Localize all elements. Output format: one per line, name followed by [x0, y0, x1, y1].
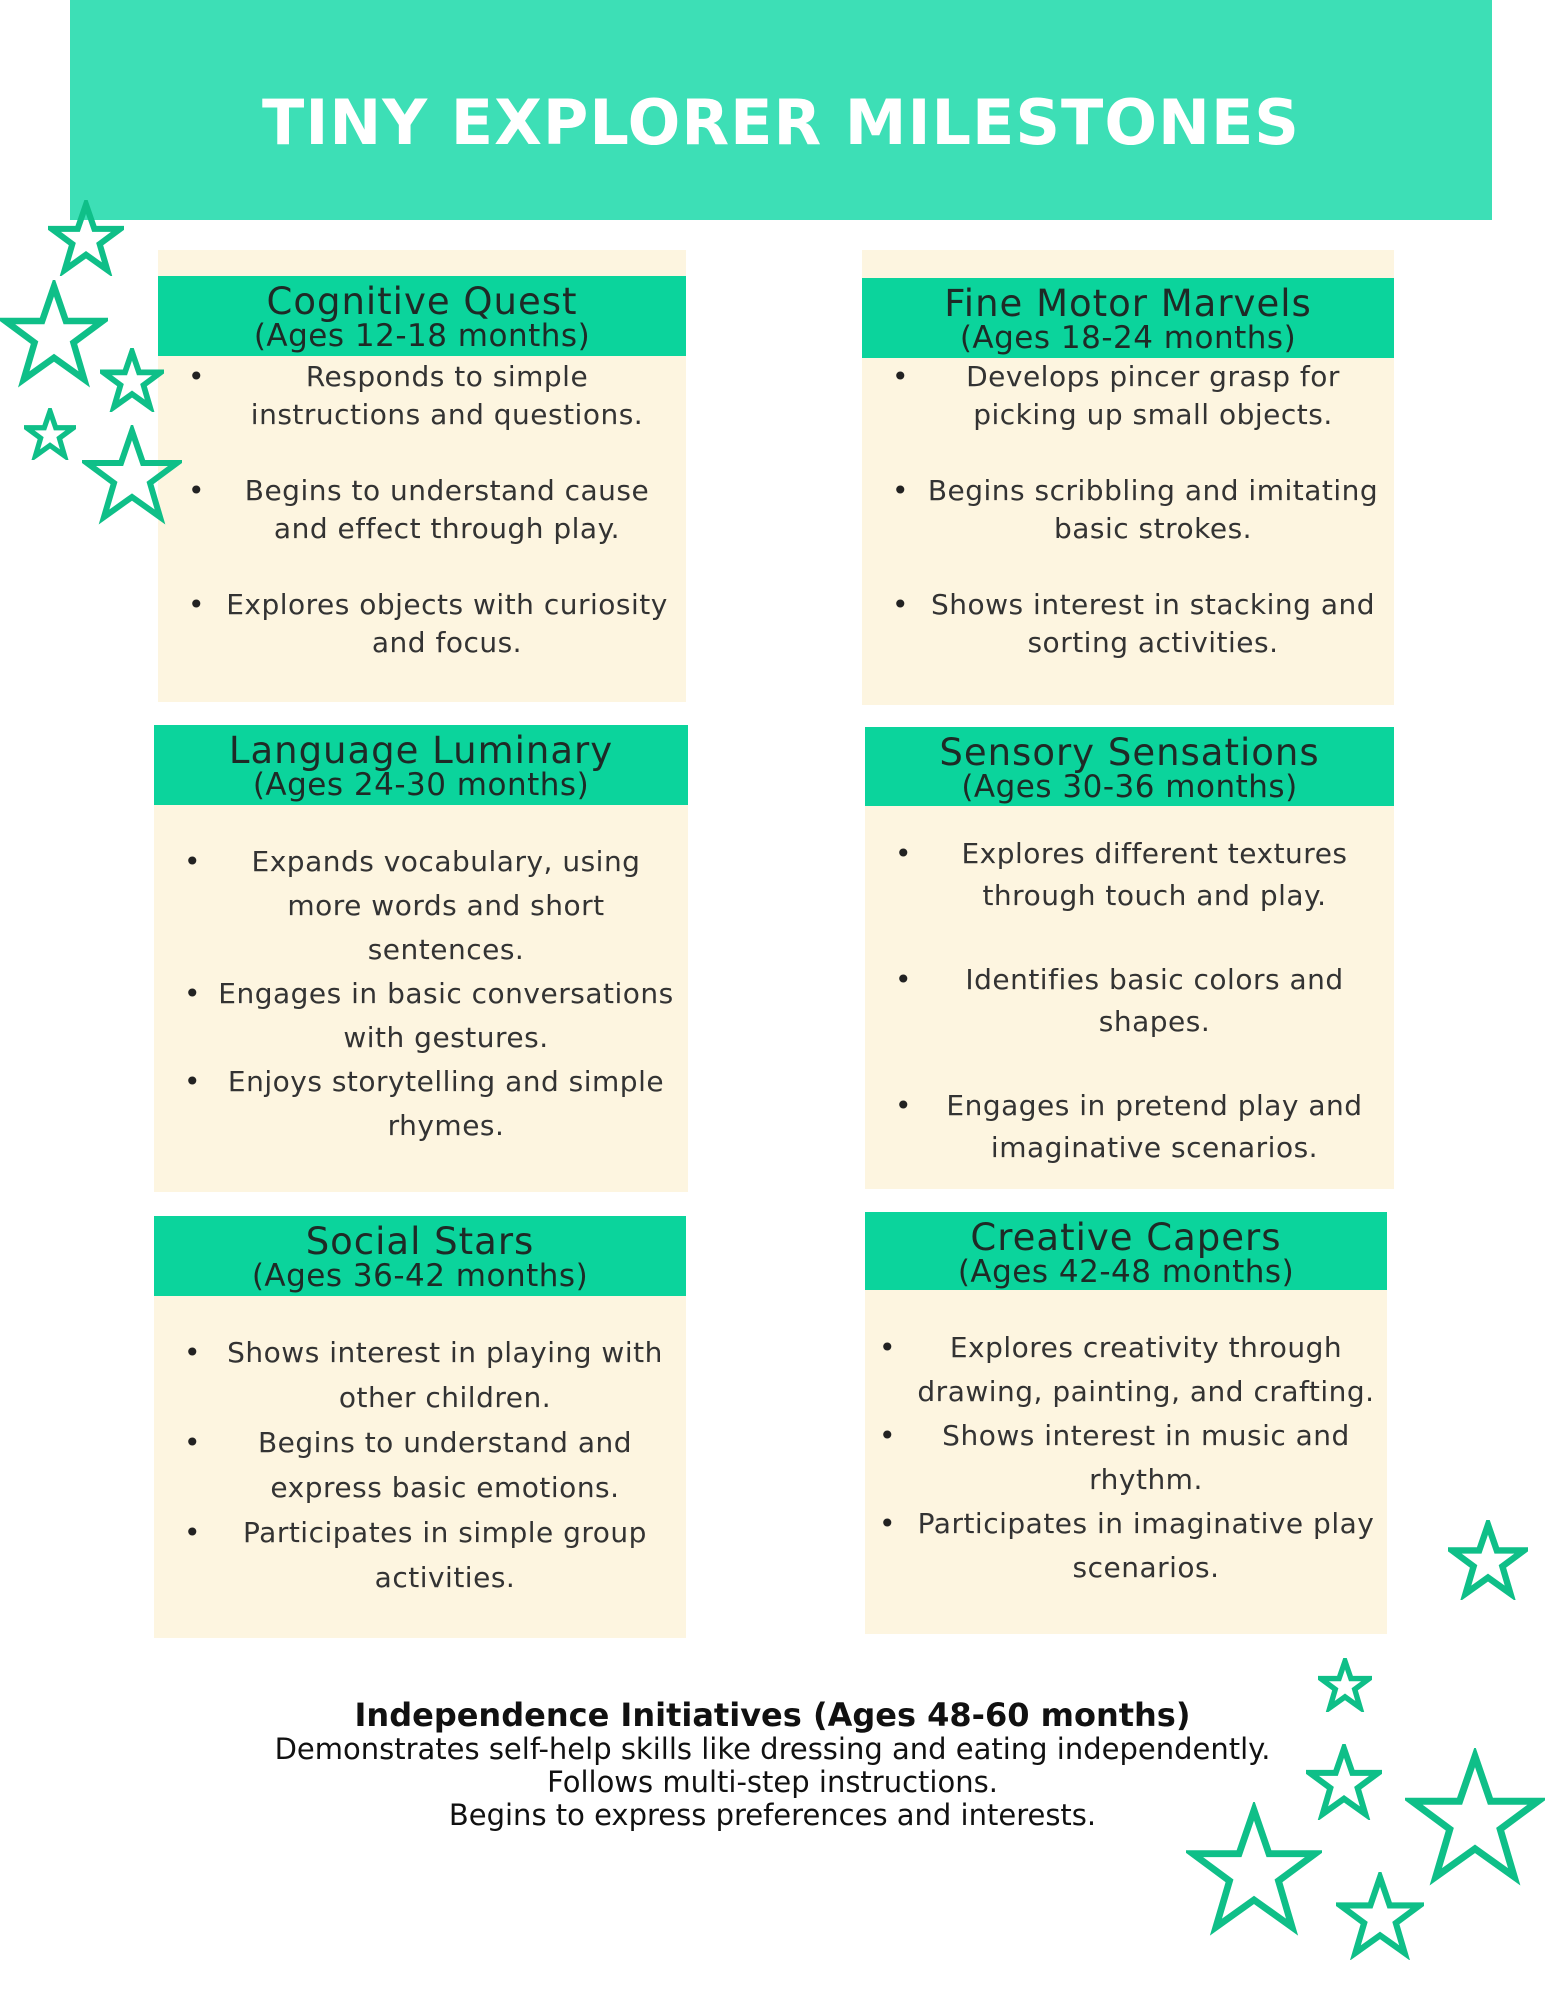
card-header: [154, 1216, 686, 1296]
card-title: Creative Capers: [970, 1216, 1282, 1259]
card-age-range: (Ages 36-42 months): [251, 1258, 589, 1294]
star-outline-icon: [48, 200, 124, 276]
list-item: • Begins scribbling and imitating basic strokes.: [892, 472, 1384, 548]
list-item: • Responds to simple instructions and questions.: [188, 358, 676, 434]
list-item: • Shows interest in music and rhythm.: [879, 1414, 1383, 1502]
card-title: Cognitive Quest: [266, 280, 578, 323]
star-outline-icon: [1186, 1802, 1322, 1938]
list-item: • Engages in basic conversations with gestures.: [184, 972, 678, 1060]
list-item: • Shows interest in stacking and sorting activities.: [892, 586, 1384, 662]
milestone-list: [865, 1326, 1387, 1590]
list-item: • Expands vocabulary, using more words and short sentences.: [184, 840, 678, 972]
list-item: • Participates in simple group activities.: [184, 1510, 676, 1600]
footer-line: Demonstrates self-help skills like dressing and eating independently.: [274, 1732, 1271, 1766]
list-item: • Develops pincer grasp for picking up small objects.: [892, 358, 1384, 434]
star-outline-icon: [82, 425, 182, 525]
star-outline-icon: [24, 408, 76, 460]
card-header: [865, 727, 1394, 806]
list-item: • Participates in imaginative play scenarios.: [879, 1502, 1383, 1590]
card-header: [865, 1212, 1387, 1290]
milestone-list: [862, 358, 1394, 662]
milestone-list: [154, 840, 688, 1148]
section-title: Independence Initiatives (Ages 48-60 months): [354, 1696, 1191, 1734]
card-title: Language Luminary: [228, 729, 614, 772]
card-fine-motor-marvels: [862, 250, 1394, 705]
card-age-range: (Ages 18-24 months): [959, 320, 1297, 356]
card-title: Social Stars: [305, 1220, 535, 1263]
independence-section: [200, 1697, 1345, 1832]
card-header: [154, 725, 688, 805]
title-banner: [70, 0, 1492, 220]
card-age-range: (Ages 24-30 months): [252, 767, 590, 803]
card-header: [158, 276, 686, 356]
star-outline-icon: [1318, 1658, 1372, 1712]
list-item: • Explores different textures through touch and play.: [895, 833, 1384, 917]
page-title: TINY EXPLORER MILESTONES: [262, 85, 1300, 159]
list-item: • Explores objects with curiosity and focus.: [188, 586, 676, 662]
card-social-stars: [154, 1216, 686, 1638]
milestone-list: [865, 833, 1394, 1169]
milestone-list: [158, 358, 686, 662]
milestone-list: [154, 1330, 686, 1600]
card-title: Fine Motor Marvels: [944, 282, 1312, 325]
footer-line: Begins to express preferences and interests.: [448, 1798, 1097, 1832]
list-item: • Begins to understand cause and effect through play.: [188, 472, 676, 548]
footer-line: Follows multi-step instructions.: [547, 1765, 998, 1799]
card-age-range: (Ages 42-48 months): [957, 1254, 1295, 1290]
card-header: [862, 278, 1394, 358]
card-sensory-sensations: [865, 727, 1394, 1189]
list-item: • Engages in pretend play and imaginative scenarios.: [895, 1085, 1384, 1169]
card-title: Sensory Sensations: [939, 731, 1320, 774]
list-item: • Explores creativity through drawing, painting, and crafting.: [879, 1326, 1383, 1414]
star-outline-icon: [0, 280, 108, 388]
list-item: • Enjoys storytelling and simple rhymes.: [184, 1060, 678, 1148]
star-outline-icon: [1448, 1520, 1528, 1600]
list-item: • Shows interest in playing with other children.: [184, 1330, 676, 1420]
card-age-range: (Ages 12-18 months): [253, 318, 591, 354]
card-age-range: (Ages 30-36 months): [961, 769, 1298, 805]
card-cognitive-quest: [158, 250, 686, 702]
star-outline-icon: [1405, 1748, 1545, 1888]
list-item: • Identifies basic colors and shapes.: [895, 959, 1384, 1043]
star-outline-icon: [100, 348, 164, 412]
list-item: • Begins to understand and express basic emotions.: [184, 1420, 676, 1510]
card-language-luminary: [154, 725, 688, 1192]
card-creative-capers: [865, 1212, 1387, 1634]
star-outline-icon: [1336, 1872, 1424, 1960]
